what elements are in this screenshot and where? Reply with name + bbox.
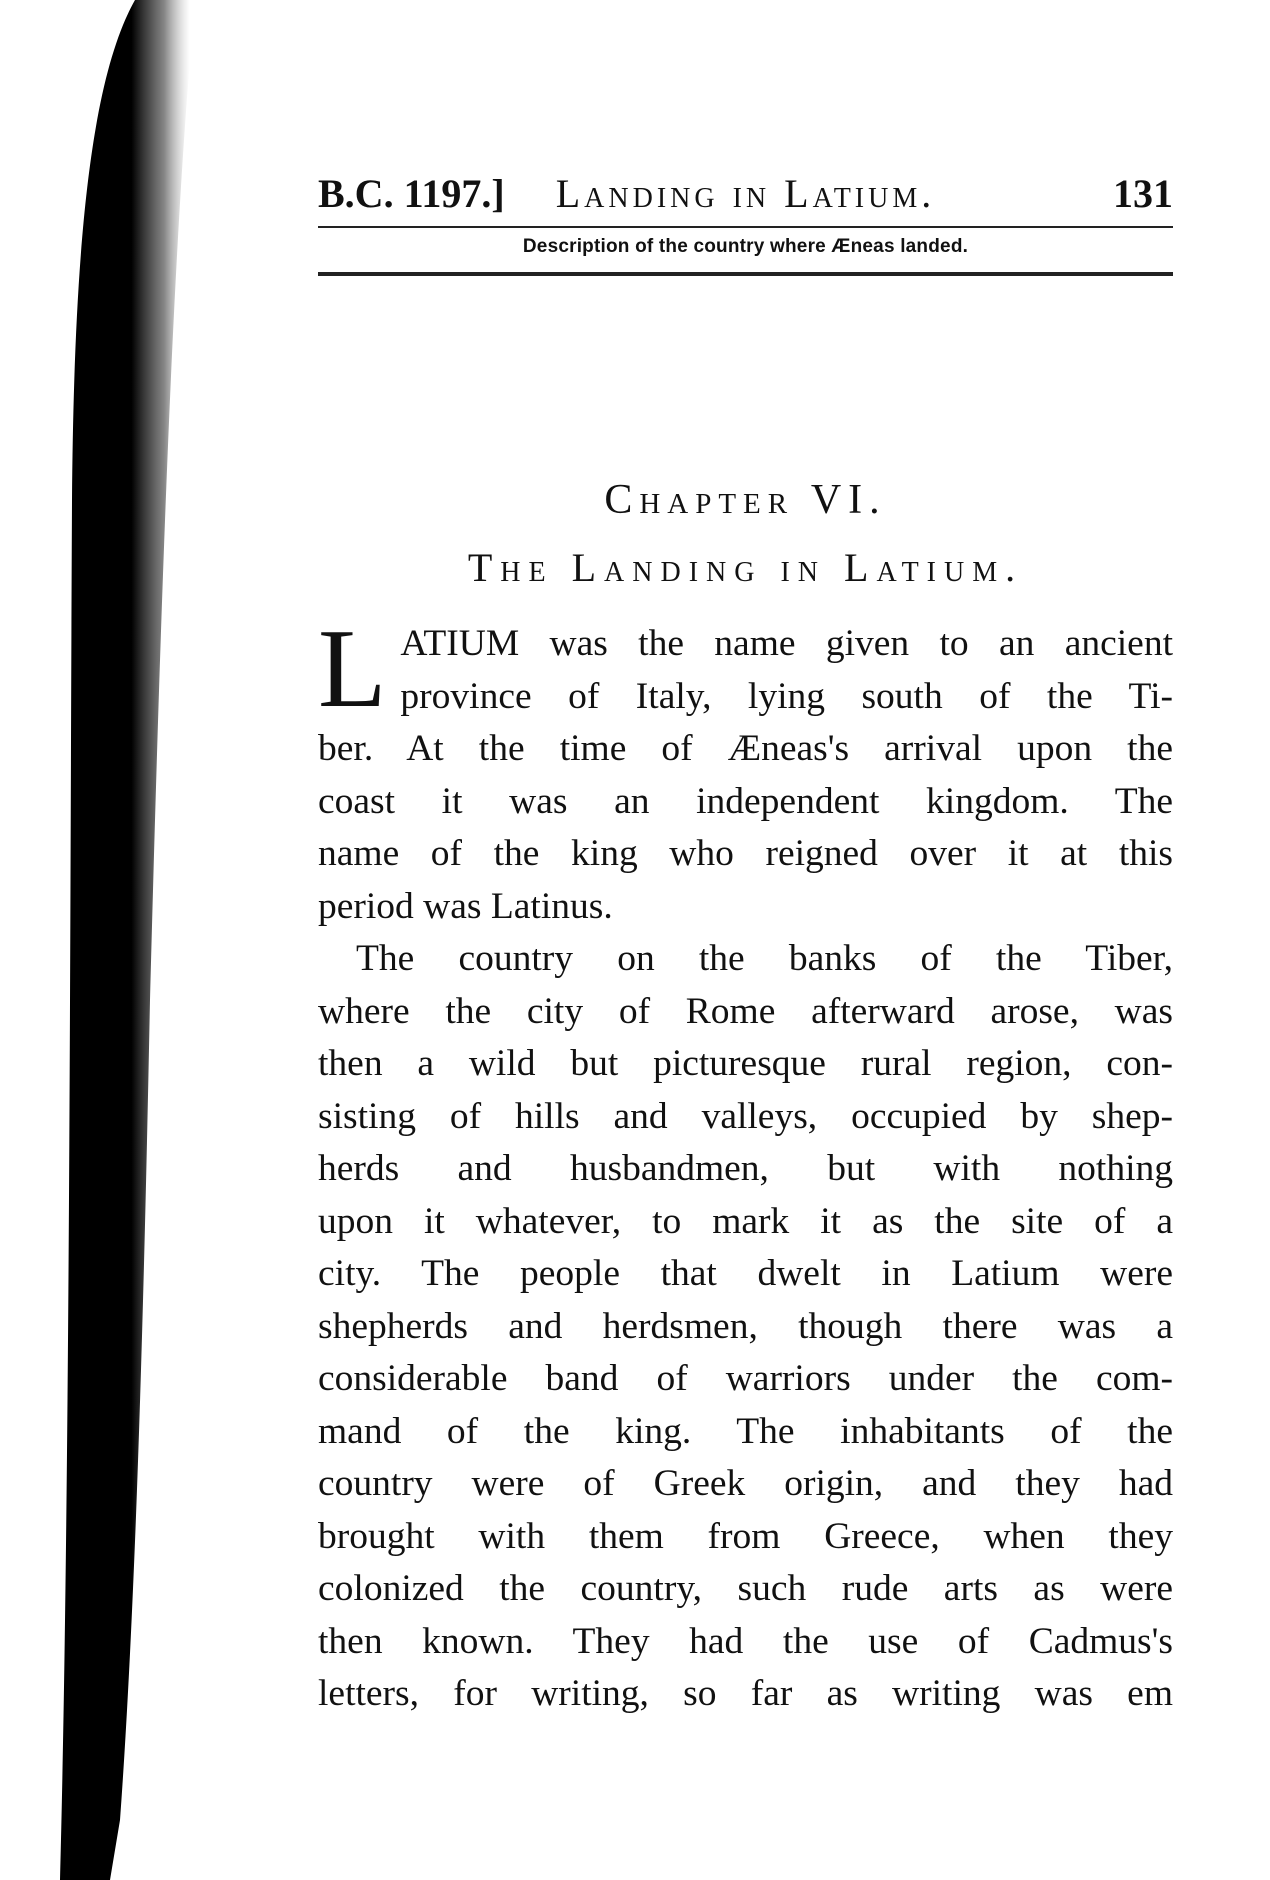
text-line: province of Italy, lying south of the Ti- — [400, 675, 1173, 717]
text-line: city. The people that dwelt in Latium were — [318, 1253, 1173, 1294]
text-line: then known. They had the use of Cadmus's — [318, 1620, 1173, 1662]
text-line: The country on the banks of the Tiber, — [356, 938, 1173, 979]
drop-cap: L — [318, 607, 387, 731]
text-line: coast it was an independent kingdom. The — [318, 780, 1173, 822]
text-line: ber. At the time of Æneas's arrival upon the — [318, 728, 1173, 769]
text-line: period was Latinus. — [318, 885, 613, 927]
text-line: then a wild but picturesque rural region, con- — [318, 1043, 1173, 1084]
text-line: upon it whatever, to mark it as the site of a — [318, 1200, 1173, 1242]
running-head-date: B.C. 1197.] — [318, 171, 505, 216]
page-description: Description of the country where Æneas landed. — [522, 236, 969, 257]
text-line: letters, for writing, so far as writing was em — [318, 1673, 1173, 1714]
scan-gutter-shadow — [40, 0, 190, 1880]
body-text — [318, 607, 1173, 1721]
text-line: sisting of hills and valleys, occupied by shep- — [318, 1095, 1173, 1137]
text-line: brought with them from Greece, when they — [318, 1515, 1173, 1557]
text-line: mand of the king. The inhabitants of the — [318, 1410, 1173, 1452]
text-line: name of the king who reigned over it at this — [318, 833, 1173, 874]
running-head-title: Landing in Latium. — [555, 171, 936, 216]
page-number: 131 — [1113, 171, 1173, 216]
text-line: where the city of Rome afterward arose, was — [318, 990, 1173, 1032]
running-head — [318, 168, 1173, 220]
text-line: country were of Greek origin, and they had — [318, 1463, 1173, 1504]
text-line: shepherds and herdsmen, though there was a — [318, 1305, 1173, 1347]
description-rule — [318, 272, 1173, 276]
chapter-subtitle: The Landing in Latium. — [467, 545, 1024, 590]
text-line: considerable band of warriors under the com- — [318, 1358, 1173, 1399]
text-line: colonized the country, such rude arts as were — [318, 1568, 1173, 1609]
paragraph-2 — [318, 933, 1173, 1721]
book-page — [318, 168, 1173, 1721]
text-line: herds and husbandmen, but with nothing — [318, 1148, 1173, 1189]
paragraph-1 — [318, 607, 1173, 933]
text-line: ATIUM was the name given to an ancient — [400, 623, 1173, 664]
chapter-title: Chapter VI. — [604, 477, 887, 523]
